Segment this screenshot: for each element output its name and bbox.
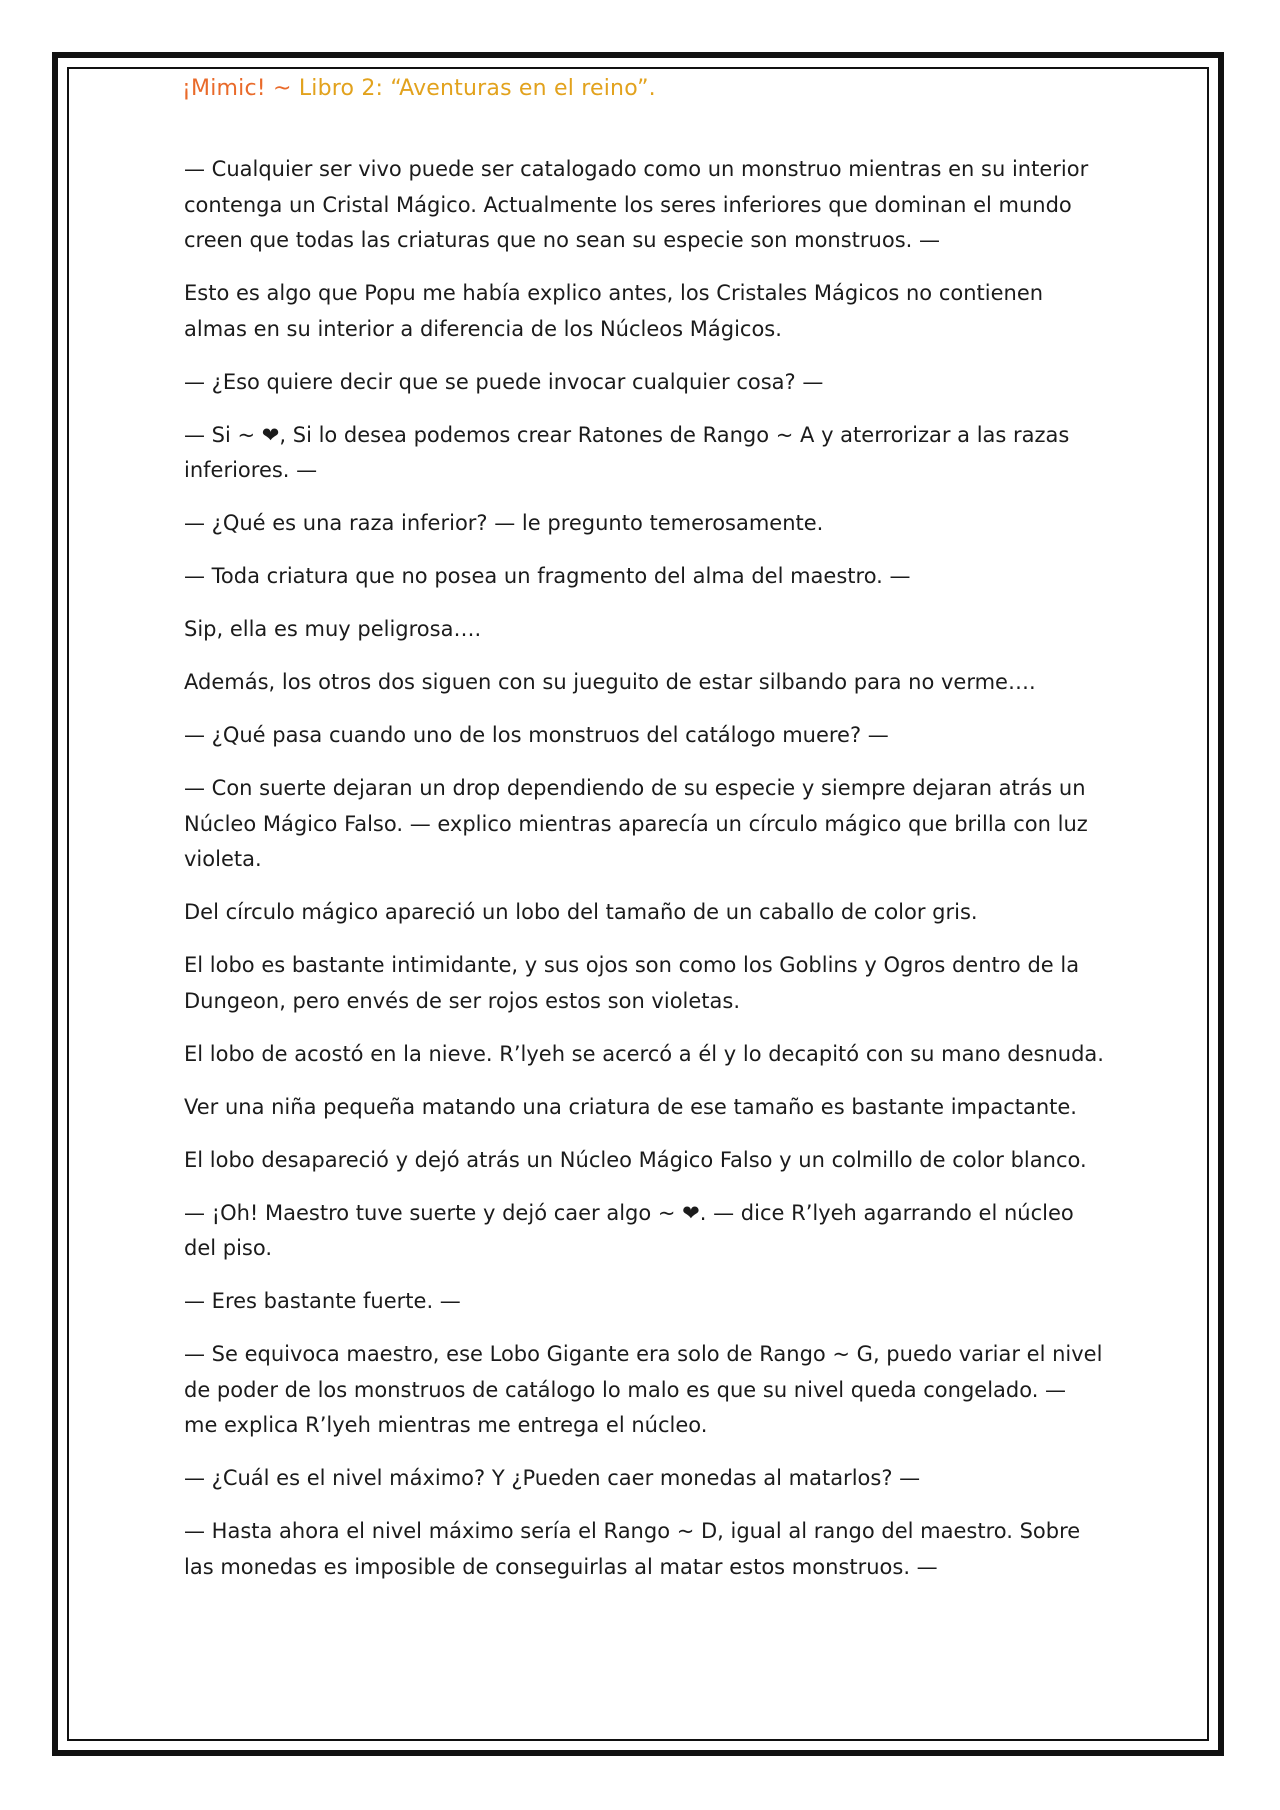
- story-text: [184, 152, 1104, 1603]
- paragraph: — Toda criatura que no posea un fragmento del alma del maestro. —: [184, 564, 911, 588]
- paragraph: Sip, ella es muy peligrosa….: [184, 617, 482, 641]
- paragraph: — Cualquier ser vivo puede ser catalogado como un monstruo mientras en su interior contenga un Cristal Mágico. Actualmente los seres inferiores que dominan el mundo creen que todas las criaturas que no sean su especie son monstruos. —: [184, 157, 1089, 252]
- paragraph: — ¿Qué pasa cuando uno de los monstruos del catálogo muere? —: [184, 723, 889, 747]
- paragraph: — ¿Eso quiere decir que se puede invocar cualquier cosa? —: [184, 369, 824, 394]
- paragraph: Del círculo mágico apareció un lobo del tamaño de un caballo de color gris.: [184, 900, 978, 924]
- paragraph: — Se equivoca maestro, ese Lobo Gigante era solo de Rango ~ G, puedo variar el nivel de poder de los monstruos de catálogo lo malo es que su nivel queda congelado. — me explica R’lyeh mientras me entrega el núcleo.: [184, 1342, 1103, 1437]
- series-title: ¡Mimic! ~: [182, 76, 292, 101]
- paragraph: — ¿Cuál es el nivel máximo? Y ¿Pueden caer monedas al matarlos? —: [184, 1466, 921, 1490]
- paragraph: — ¡Oh! Maestro tuve suerte y dejó caer algo ~ ❤. — dice R’lyeh agarrando el núcleo del piso.: [184, 1200, 1074, 1260]
- running-header: [182, 76, 656, 101]
- paragraph: — ¿Qué es una raza inferior? — le pregunto temerosamente.: [184, 511, 824, 535]
- paragraph: — Si ~ ❤, Si lo desea podemos crear Ratones de Rango ~ A y aterrorizar a las razas inferiores. —: [184, 422, 1070, 482]
- paragraph: Además, los otros dos siguen con su jueguito de estar silbando para no verme….: [184, 670, 1036, 694]
- paragraph: Esto es algo que Popu me había explico antes, los Cristales Mágicos no contienen almas en su interior a diferencia de los Núcleos Mágicos.: [184, 281, 1044, 341]
- paragraph: El lobo de acostó en la nieve. R’lyeh se acercó a él y lo decapitó con su mano desnuda.: [184, 1041, 1104, 1066]
- paragraph: — Eres bastante fuerte. —: [184, 1289, 461, 1313]
- paragraph: Ver una niña pequeña matando una criatura de ese tamaño es bastante impactante.: [184, 1094, 1077, 1119]
- book-title: Libro 2: “Aventuras en el reino”.: [298, 76, 656, 101]
- paragraph: — Con suerte dejaran un drop dependiendo de su especie y siempre dejaran atrás un Núcleo Mágico Falso. — explico mientras aparecía un círculo mágico que brilla con luz violeta.: [184, 776, 1088, 871]
- paragraph: El lobo desapareció y dejó atrás un Núcleo Mágico Falso y un colmillo de color blanco.: [184, 1147, 1087, 1172]
- paragraph: El lobo es bastante intimidante, y sus ojos son como los Goblins y Ogros dentro de la Dungeon, pero envés de ser rojos estos son violetas.: [184, 953, 1080, 1013]
- paragraph: — Hasta ahora el nivel máximo sería el Rango ~ D, igual al rango del maestro. Sobre las monedas es imposible de conseguirlas al matar estos monstruos. —: [184, 1519, 1081, 1579]
